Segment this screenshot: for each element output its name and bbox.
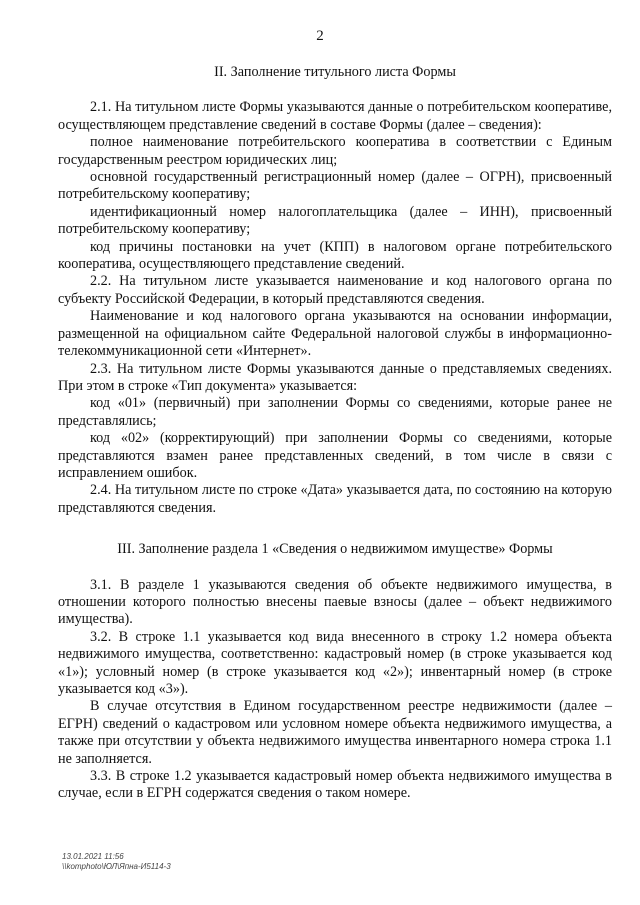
paragraph-3-3: 3.3. В строке 1.2 указывается кадастровый номер объекта недвижимого имущества в случае, если в ЕГРН содержатся сведения о таком номере. [58, 768, 612, 802]
paragraph-2-4: 2.4. На титульном листе по строке «Дата» указывается дата, по состоянию на которую представляются сведения. [58, 482, 612, 516]
paragraph-3-2: 3.2. В строке 1.1 указывается код вида внесенного в строку 1.2 номера объекта недвижимого имущества, соответственно: кадастровый номер (в строке указывается код «1»); условный номер (в строке указывается код «2»); инвентарный номер (в строке указывается код «3»). [58, 628, 612, 697]
footer-file-path: \\komphoto\ЮЛ\Япна-И5114-3 [62, 862, 171, 871]
paragraph-tax-authority-basis: Наименование и код налогового органа указываются на основании информации, размещенной на официальном сайте Федеральной налоговой службы в информационно-телекоммуникационной сети «Интернет». [58, 308, 612, 360]
paragraph-egrn-absence: В случае отсутствия в Едином государственном реестре недвижимости (далее – ЕГРН) сведений о кадастровом или условном номере объекта недвижимого имущества, а также при отсутствии у объекта недвижимого имущества инвентарного номера строка 1.1 не заполняется. [58, 698, 612, 767]
paragraph-code-01: код «01» (первичный) при заполнении Формы со сведениями, которые ранее не представлялись; [58, 395, 612, 429]
footer-timestamp: 13.01.2021 11:56 [62, 852, 124, 861]
section-3-heading: III. Заполнение раздела 1 «Сведения о недвижимом имуществе» Формы [117, 541, 553, 558]
document-footer [62, 852, 171, 872]
document-body [58, 64, 612, 803]
page-number: 2 [316, 28, 324, 44]
section-2-heading: II. Заполнение титульного листа Формы [214, 64, 456, 80]
paragraph-ogrn: основной государственный регистрационный номер (далее – ОГРН), присвоенный потребительскому кооперативу; [58, 169, 612, 203]
paragraph-2-3: 2.3. На титульном листе Формы указываются данные о представляемых сведениях. При этом в строке «Тип документа» указывается: [58, 360, 612, 394]
paragraph-code-02: код «02» (корректирующий) при заполнении Формы со сведениями, которые представляются взамен ранее представленных сведений, в том числе в связи с исправлением ошибок. [58, 430, 612, 481]
paragraph-2-1: 2.1. На титульном листе Формы указываются данные о потребительском кооперативе, осуществляющем представление сведений в составе Формы (далее – сведения): [58, 99, 612, 133]
paragraph-full-name: полное наименование потребительского кооператива в соответствии с Единым государственным реестром юридических лиц; [58, 134, 612, 168]
paragraph-inn: идентификационный номер налогоплательщика (далее – ИНН), присвоенный потребительскому кооперативу; [58, 203, 612, 238]
paragraph-3-1: 3.1. В разделе 1 указываются сведения об объекте недвижимого имущества, в отношении которого полностью внесены паевые взносы (далее – объект недвижимого имущества). [58, 576, 612, 628]
paragraph-kpp: код причины постановки на учет (КПП) в налоговом органе потребительского кооператива, осуществляющего представление сведений. [58, 238, 612, 273]
paragraph-2-2: 2.2. На титульном листе указывается наименование и код налогового органа по субъекту Российской Федерации, в который представляются сведения. [58, 273, 612, 307]
